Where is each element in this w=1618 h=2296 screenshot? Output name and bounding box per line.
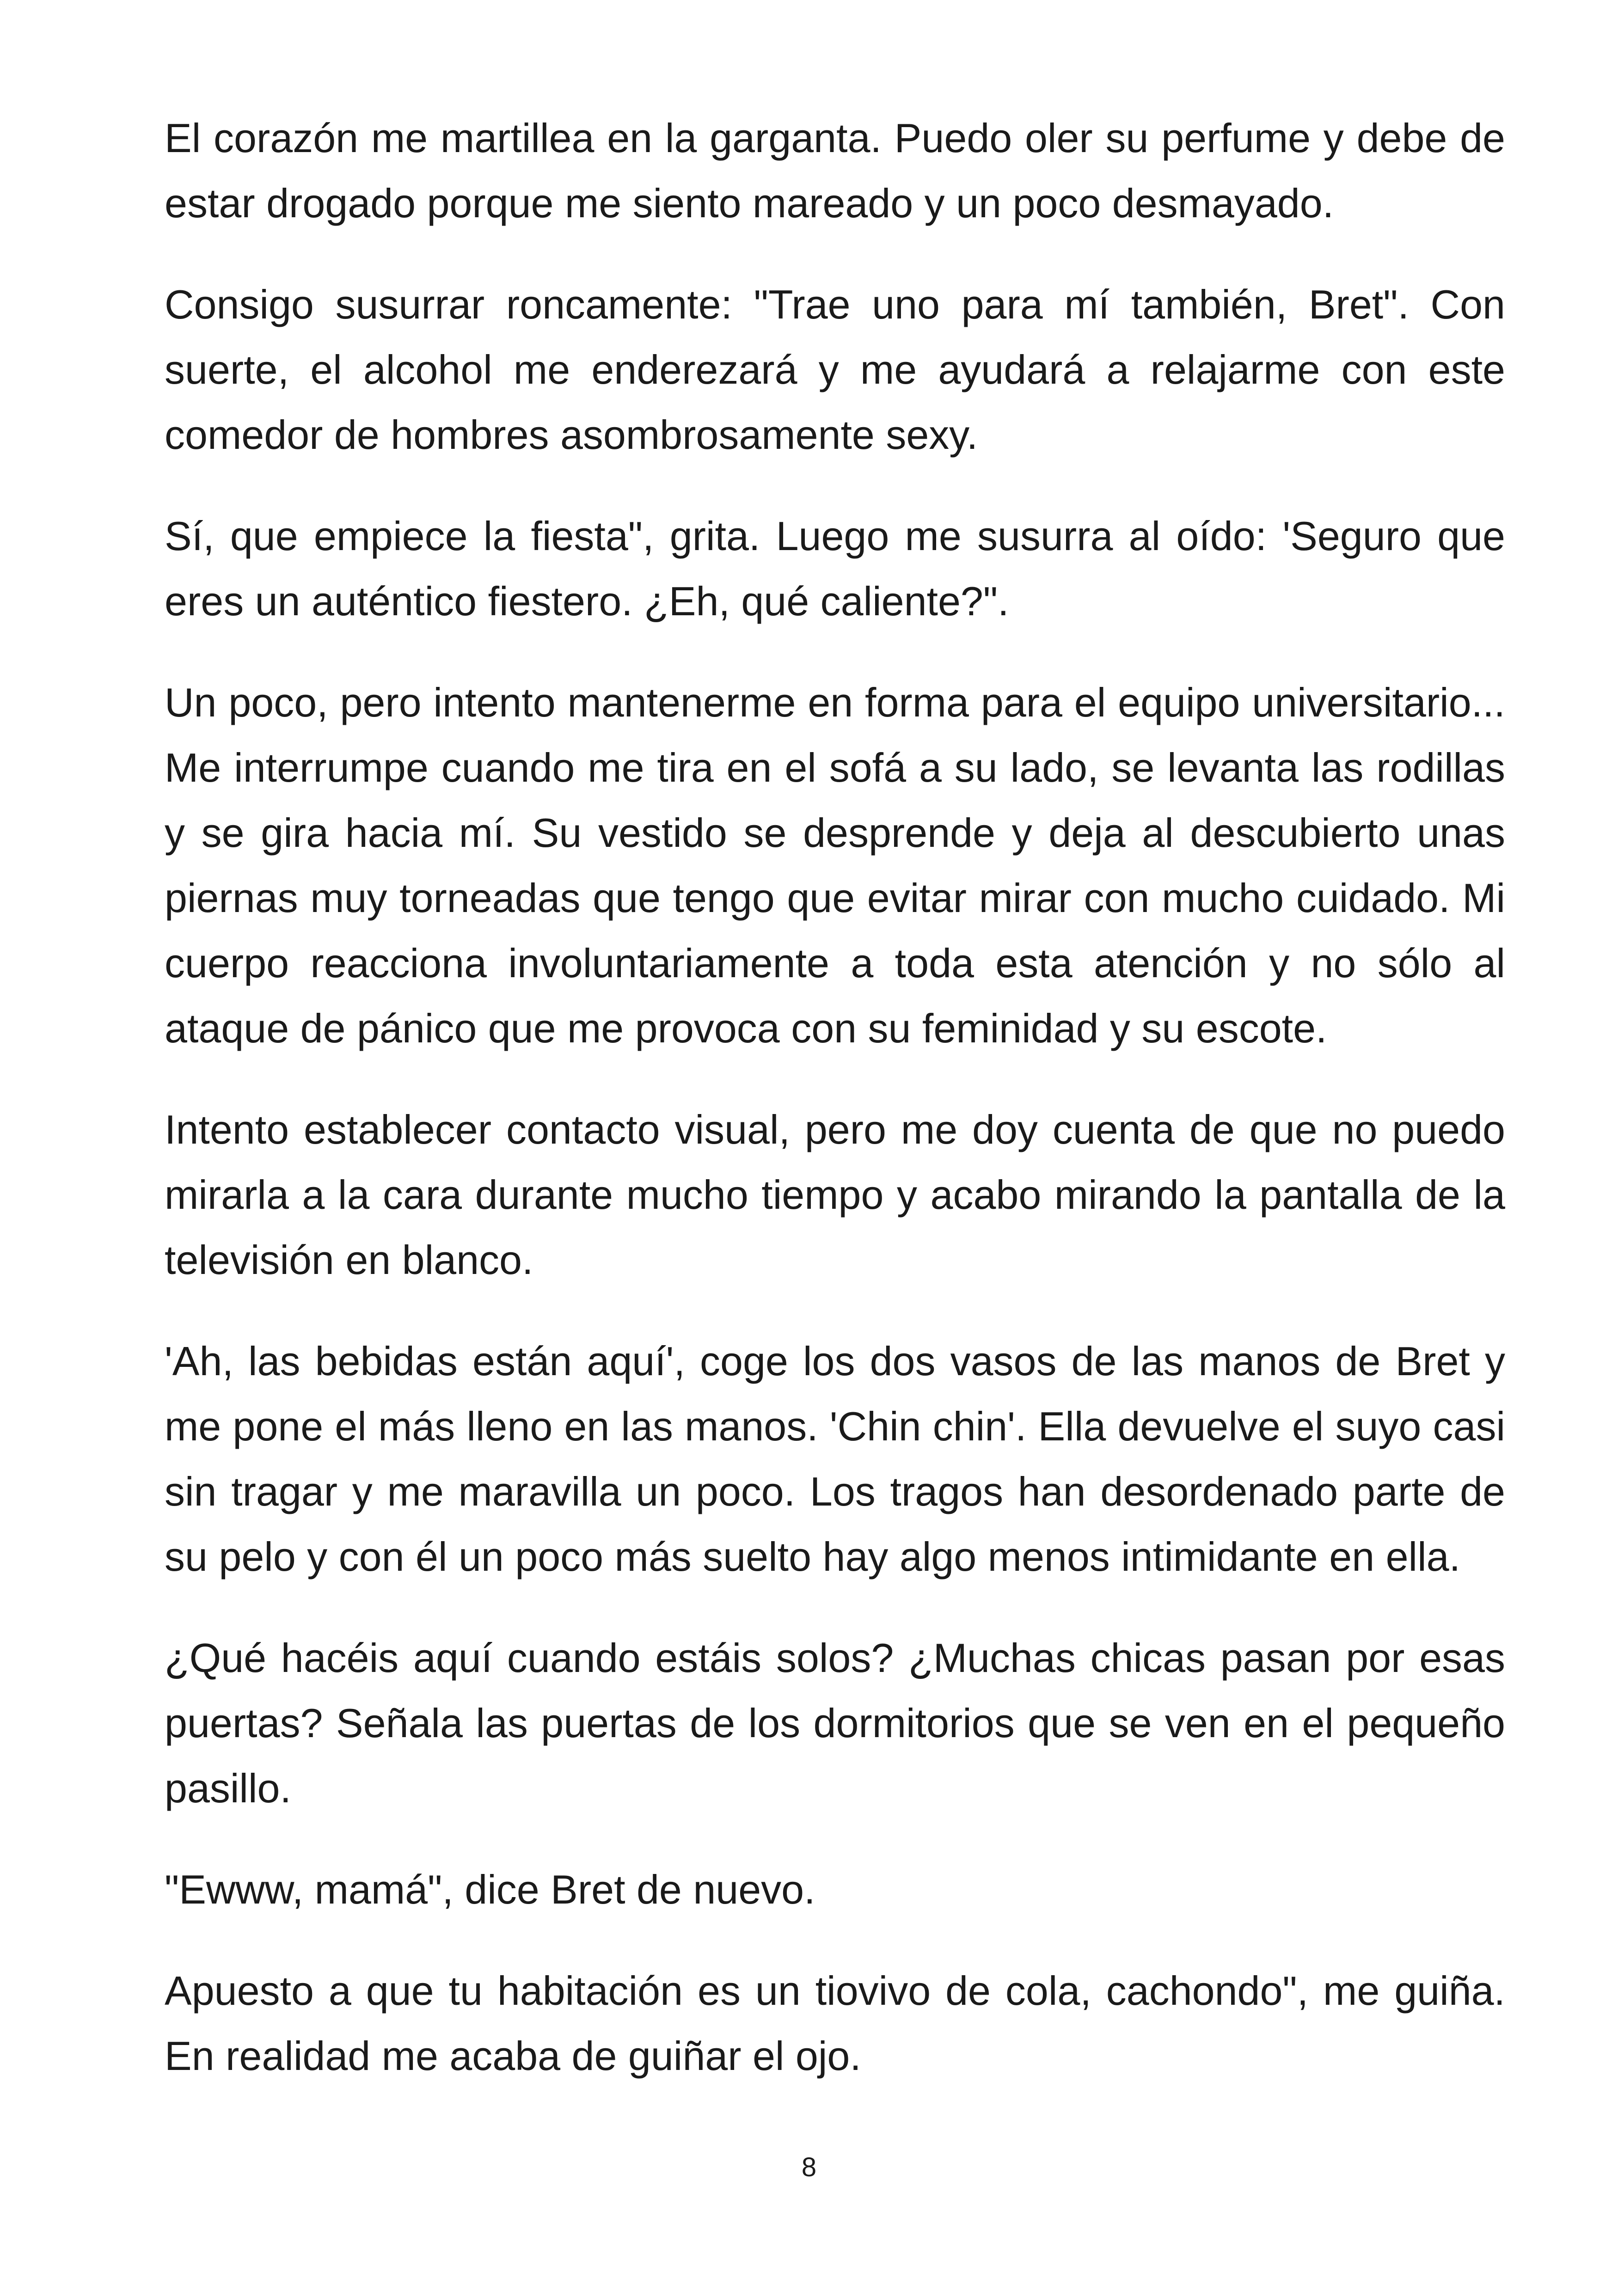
paragraph: 'Ah, las bebidas están aquí', coge los dos vasos de las manos de Bret y me pone el más lleno en las manos. 'Chin chin'. Ella devuelve el suyo casi sin tragar y me maravilla un poco. Los tragos han desordenado parte de su pelo y con él un poco más suelto hay algo menos intimidante en ella. bbox=[165, 1338, 1505, 1580]
body-text bbox=[165, 105, 1505, 2125]
paragraph: "Ewww, mamá", dice Bret de nuevo. bbox=[165, 1867, 815, 1912]
paragraph: Intento establecer contacto visual, pero me doy cuenta de que no puedo mirarla a la cara durante mucho tiempo y acabo mirando la pantalla de la televisión en blanco. bbox=[165, 1107, 1505, 1283]
paragraph: Consigo susurrar roncamente: "Trae uno para mí también, Bret". Con suerte, el alcohol me enderezará y me ayudará a relajarme con este comedor de hombres asombrosamente sexy. bbox=[165, 282, 1505, 458]
paragraph: Sí, que empiece la fiesta", grita. Luego me susurra al oído: 'Seguro que eres un auténtico fiestero. ¿Eh, qué caliente?". bbox=[165, 513, 1505, 624]
paragraph: ¿Qué hacéis aquí cuando estáis solos? ¿Muchas chicas pasan por esas puertas? Señala las puertas de los dormitorios que se ven en el pequeño pasillo. bbox=[165, 1635, 1505, 1811]
paragraph: Un poco, pero intento mantenerme en forma para el equipo universitario... Me interrumpe cuando me tira en el sofá a su lado, se levanta las rodillas y se gira hacia mí. Su vestido se desprende y deja al descubierto unas piernas muy torneadas que tengo que evitar mirar con mucho cuidado. Mi cuerpo reacciona involuntariamente a toda esta atención y no sólo al ataque de pánico que me provoca con su feminidad y su escote. bbox=[165, 680, 1505, 1051]
paragraph: El corazón me martillea en la garganta. Puedo oler su perfume y debe de estar drogado porque me siento mareado y un poco desmayado. bbox=[165, 115, 1505, 226]
page-number: 8 bbox=[801, 2152, 817, 2182]
paragraph: Apuesto a que tu habitación es un tiovivo de cola, cachondo", me guiña. En realidad me acaba de guiñar el ojo. bbox=[165, 1968, 1505, 2079]
